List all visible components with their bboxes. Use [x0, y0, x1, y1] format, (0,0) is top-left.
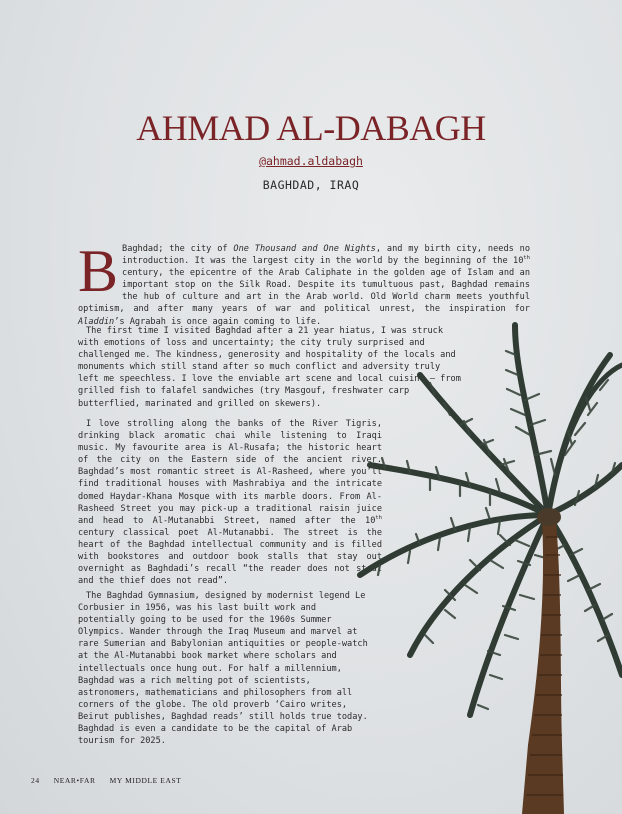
page-footer	[31, 776, 195, 785]
location-label: BAGHDAD, IRAQ	[262, 178, 360, 192]
paragraph-2: The first time I visited Baghdad after a 21 year hiatus, I was struck with emotions of loss and uncertainty; the city truly surprised and challenged me. The kindness, generosity and hospitality of the locals and monuments which still stand after so much conflict and adversity truly left me speechless. I love the enviable art scene and local cuisine – from grilled fish to falafel sandwiches (try Masgouf, freshwater carp butterflied, marinated and grilled on skewers).	[78, 326, 461, 409]
page-title: AHMAD AL-DABAGH	[136, 108, 486, 148]
drop-cap: B	[78, 238, 119, 304]
section-name: MY MIDDLE EAST	[109, 776, 182, 785]
paragraph-3: I love strolling along the banks of the River Tigris, drinking black aromatic chai while listening to Iraqi music. My favourite area is Al-Rusafa; the historic heart of the city on the Eastern side of the ancient river. Baghdad’s most romantic street is Al-Rasheed, where you’ll find traditional houses with Mashrabiya and the intricate domed Haydar-Khana Mosque with its marble doors. From Al-Rasheed Street you may pick-up a traditional raisin juice and head to Al-Mutanabbi Street, named after the 10th century classical poet Al-Mutanabbi. The street is the heart of the Baghdad intellectual community and is filled with bookstores and outdoor book stalls that stay out overnight as Baghdadi’s recall “the reader does not steal and the thief does not read”.	[78, 419, 382, 587]
palm-tree-image	[350, 315, 622, 814]
magazine-brand: NEAR•FAR	[53, 776, 96, 785]
instagram-handle[interactable]: @ahmad.aldabagh	[259, 154, 363, 168]
article-header	[0, 110, 622, 192]
paragraph-1: B Baghdad; the city of One Thousand and One Nights, and my birth city, needs no introduction. It was the largest city in the world by the beginning of the 10th century, the epicentre of the Arab Caliphate in the golden age of Islam and an important stop on the Silk Road. Despite its tumultuous past, Baghdad remains the hub of culture and art in the Arab world. Old World charm meets youthful optimism, and after many years of war and political unrest, the inspiration for Aladdin’s Agrabah is once again coming to life.	[78, 238, 530, 327]
paragraph-4: The Baghdad Gymnasium, designed by modernist legend Le Corbusier in 1956, was his last built work and potentially going to be used for the 1960s Summer Olympics. Wander through the Iraq Museum and marvel at rare Sumerian and Babylonian antiquities or people-watch at the Al-Mutanabbi book market where scholars and intellectuals once hung out. For half a millennium, Baghdad was a rich melting pot of scientists, astronomers, mathematicians and philosophers from all corners of the globe. The old proverb ‘Cairo writes, Beirut publishes, Baghdad reads’ still holds true today. Baghdad is even a candidate to be the capital of Arab tourism for 2025.	[78, 591, 368, 747]
page-number: 24	[31, 776, 40, 785]
